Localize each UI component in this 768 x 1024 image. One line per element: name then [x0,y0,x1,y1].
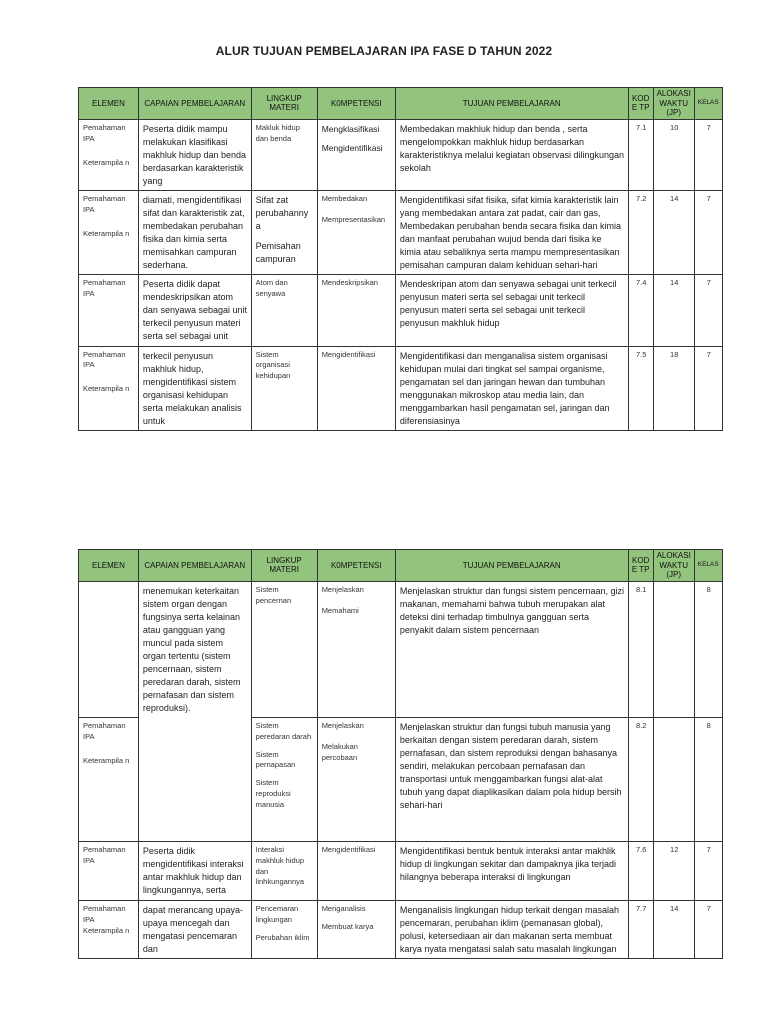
table-row [79,841,723,900]
alur-table-1 [78,87,723,431]
elemen-cell: Pemahaman IPA Keterampila n [79,900,139,958]
elemen-cell: Pemahaman IPA Keterampila n [79,346,139,430]
header-kompetensi: K0MPETENSI [317,88,395,120]
header-kompetensi: K0MPETENSI [317,550,395,582]
kompetensi-cell: Mengidentifikasi [317,841,395,900]
header-row [79,550,723,582]
lingkup-cell: Sistem peredaran darah Sistem pernapasan Sistem reproduksi manusia [251,717,317,841]
alokasi-cell: 12 [653,841,694,900]
header-tujuan: TUJUAN PEMBELAJARAN [395,550,628,582]
elemen-cell: Pemahaman IPA Keterampila n [79,119,139,190]
kelas-cell: 7 [694,275,722,346]
elemen-cell: Pemahaman IPA Keterampila n [79,717,139,841]
kelas-cell: 7 [694,900,722,958]
tujuan-cell: Mengidentifikasi dan menganalisa sistem organisasi kehidupan mulai dari tingkat sel sampai organisme, pengamatan sel dan jaringan hewan dan tumbuhan menggunakan mikroskop atau media lain, dan menggambarkan hasil pengamatan sel, jaringan dan diferensiasinya [395,346,628,430]
alur-table-2 [78,549,723,959]
header-alokasi: ALOKASI WAKTU (JP) [653,550,694,582]
kelas-cell: 7 [694,119,722,190]
elemen-cell: Pemahaman IPA [79,275,139,346]
header-alokasi: ALOKASI WAKTU (JP) [653,88,694,120]
kelas-cell: 7 [694,191,722,275]
kode-cell: 7.4 [628,275,653,346]
header-kode: KOD E TP [628,550,653,582]
alokasi-cell: 14 [653,275,694,346]
header-kode: KOD E TP [628,88,653,120]
header-elemen: ELEMEN [79,550,139,582]
kelas-cell: 8 [694,717,722,841]
tujuan-cell: Menjelaskan struktur dan fungsi tubuh manusia yang berkaitan dengan sistem peredaran darah, sistem pernafasan, dan sistem reproduksi dengan bahasanya sendiri, melakukan percobaan pernafasan dan transportasi untuk menggambarkan fungsi alat-alat tubuh yang dapat diaplikasikan dalam pola hidup bersih sehari-hari [395,717,628,841]
page-title: ALUR TUJUAN PEMBELAJARAN IPA FASE D TAHUN 2022 [215,44,553,58]
elemen-cell: Pemahaman IPA Keterampila n [79,191,139,275]
lingkup-cell: Atom dan senyawa [251,275,317,346]
header-row [79,88,723,120]
alokasi-cell: 18 [653,346,694,430]
capaian-cell: dapat merancang upaya-upaya mencegah dan mengatasi pencemaran dan [138,900,251,958]
tujuan-cell: Menjelaskan struktur dan fungsi sistem pencernaan, gizi makanan, memahami bahwa tubuh merupakan alat deteksi dini terhadap timbulnya gangguan serta penyakit dalam sistem pencernaan [395,581,628,717]
elemen-cell: Pemahaman IPA [79,841,139,900]
table-row [79,119,723,190]
kompetensi-cell: Menganalisis Membuat karya [317,900,395,958]
capaian-cell: Peserta didik mampu melakukan klasifikasi makhluk hidup dan benda berdasarkan karakteristik yang [138,119,251,190]
header-kelas: KELAS [694,550,722,582]
alokasi-cell: 14 [653,900,694,958]
header-lingkup: LINGKUP MATERI [251,88,317,120]
capaian-cell [138,717,251,841]
capaian-cell: Peserta didik mengidentifikasi interaksi antar makhluk hidup dan lingkungannya, serta [138,841,251,900]
header-kelas: KELAS [694,88,722,120]
lingkup-cell: Sifat zat perubahanny a Pemisahan campuran [251,191,317,275]
tujuan-cell: Mengidentifikasi sifat fisika, sifat kimia karakteristik lain yang membedakan antara zat padat, cair dan gas, Membedakan perubahan benda secara fisika dan kimia dan manfaat perubahan wujud benda dari fisika ke kimia atau sebaliknya serta mampu mempresentasikan pemisahan campuran dalam kehiduan sehari-hari [395,191,628,275]
table-row [79,191,723,275]
table-row [79,275,723,346]
kode-cell: 8.1 [628,581,653,717]
tujuan-cell: Menganalisis lingkungan hidup terkait dengan masalah pencemaran, perubahan iklim (pemanasan global), polusi, ketersediaan air dan makanan serta membuat karya nyata mengatasi salah satu masalah lingkungan [395,900,628,958]
table-row [79,717,723,841]
kelas-cell: 8 [694,581,722,717]
lingkup-cell: Sistem pencernan [251,581,317,717]
kompetensi-cell: Membedakan Mempresentasikan [317,191,395,275]
kelas-cell: 7 [694,346,722,430]
tujuan-cell: Membedakan makhluk hidup dan benda , serta mengelompokkan makhluk hidup berdasarkan karakteristiknya melalui kegiatan observasi dilingkungan sekolah [395,119,628,190]
header-capaian: CAPAIAN PEMBELAJARAN [138,88,251,120]
kode-cell: 7.5 [628,346,653,430]
tujuan-cell: Mengidentifikasi bentuk bentuk interaksi antar makhlik hidup di lingkungan sekitar dan dampaknya jika terjadi hilangnya beberapa interaksi di lingkungan [395,841,628,900]
kompetensi-cell: Mengklasifikasi Mengidentifikasi [317,119,395,190]
kelas-cell: 7 [694,841,722,900]
capaian-cell: diamati, mengidentifikasi sifat dan karakteristik zat, membedakan perubahan fisika dan kimia serta memisahkan campuran sederhana. [138,191,251,275]
table-row [79,900,723,958]
alokasi-cell [653,717,694,841]
kompetensi-cell: Menjelaskan Melakukan percobaan [317,717,395,841]
lingkup-cell: Pencemaran lingkungan Perubahan iklim [251,900,317,958]
kode-cell: 7.6 [628,841,653,900]
capaian-cell: Peserta didik dapat mendeskripsikan atom dan senyawa sebagai unit terkecil penyusun materi serta sel sebagai unit [138,275,251,346]
kode-cell: 7.2 [628,191,653,275]
header-elemen: ELEMEN [79,88,139,120]
lingkup-cell: Makluk hidup dan benda [251,119,317,190]
kompetensi-cell: Mengidentifikasi [317,346,395,430]
header-capaian: CAPAIAN PEMBELAJARAN [138,550,251,582]
kode-cell: 8.2 [628,717,653,841]
lingkup-cell: Interaksi makhluk hidup dan linhkungannya [251,841,317,900]
kode-cell: 7.1 [628,119,653,190]
table-row [79,581,723,717]
capaian-cell: terkecil penyusun makhluk hidup, mengidentifikasi sistem organisasi kehidupan serta melakukan analisis untuk [138,346,251,430]
alokasi-cell: 14 [653,191,694,275]
tujuan-cell: Mendeskripan atom dan senyawa sebagai unit terkecil penyusun materi serta sel sebagai unit terkecil penyusun materi serta sel sebagai unit terkecil penyusun makhluk hidup [395,275,628,346]
elemen-cell [79,581,139,717]
header-tujuan: TUJUAN PEMBELAJARAN [395,88,628,120]
capaian-cell: menemukan keterkaitan sistem organ dengan fungsinya serta kelainan atau gangguan yang muncul pada sistem organ tertentu (sistem pencernaan, sistem peredaran darah, sistem pernafasan dan sistem reproduksi). [138,581,251,717]
alokasi-cell: 10 [653,119,694,190]
alokasi-cell [653,581,694,717]
table-row [79,346,723,430]
lingkup-cell: Sistem organisasi kehidupan [251,346,317,430]
header-lingkup: LINGKUP MATERI [251,550,317,582]
kode-cell: 7.7 [628,900,653,958]
kompetensi-cell: Mendeskripsikan [317,275,395,346]
kompetensi-cell: Menjelaskan Memahami [317,581,395,717]
